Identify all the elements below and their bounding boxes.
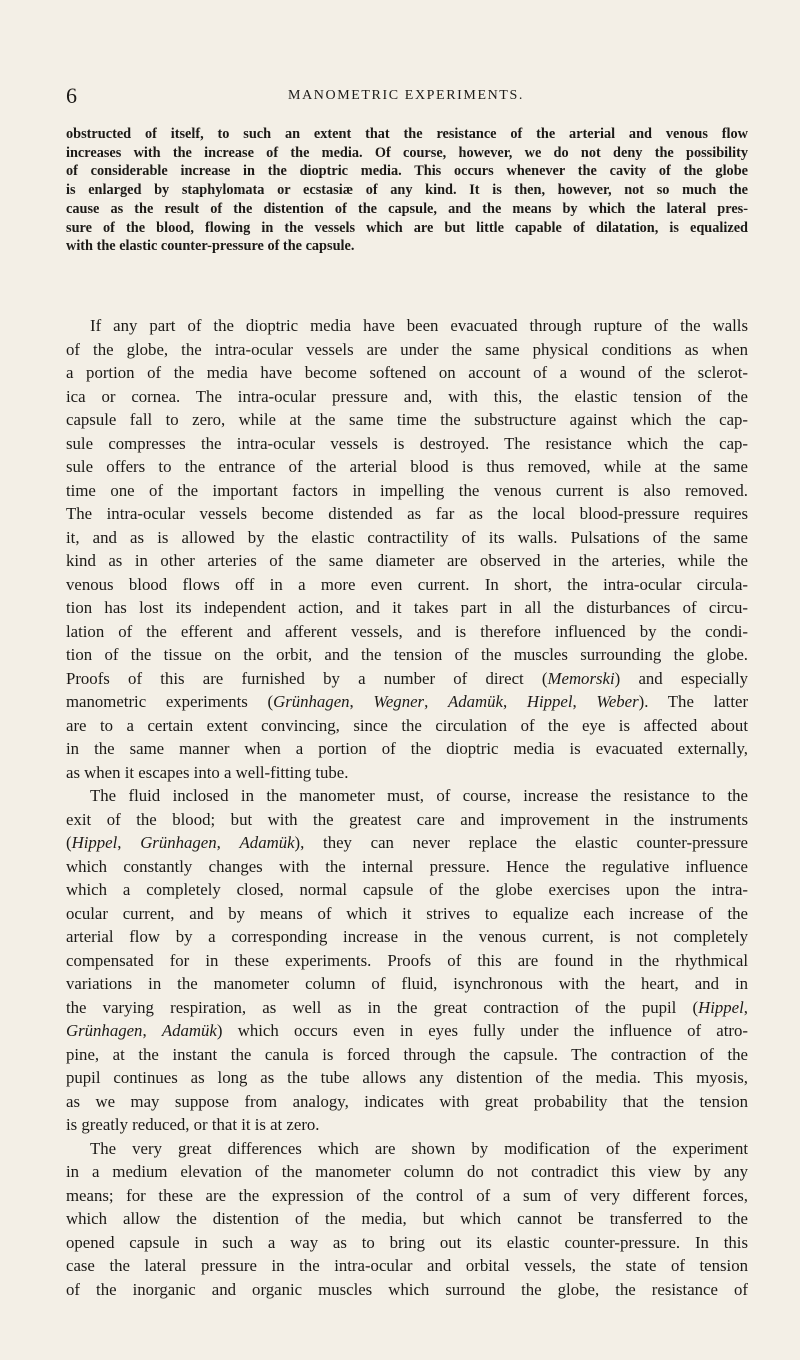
page-header bbox=[66, 84, 746, 108]
body-line: of the globe, the intra-ocular vessels are under the same physical conditions as when bbox=[66, 339, 748, 359]
body-line: in the same manner when a portion of the dioptric media is evacuated externally, bbox=[66, 739, 748, 758]
body-line: pupil continues as long as the tube allows any distention of the media. This myosis, bbox=[66, 1068, 748, 1087]
body-line: a portion of the media have become softened on account of a wound of the sclerot- bbox=[66, 363, 748, 382]
running-head: MANOMETRIC EXPERIMENTS. bbox=[288, 88, 524, 103]
small-print-line: obstructed of itself, to such an extent that the resistance of the arterial and venous flow bbox=[66, 126, 748, 142]
body-paragraph bbox=[66, 1137, 748, 1302]
body-line: sule compresses the intra-ocular vessels is destroyed. The resistance which the cap- bbox=[66, 433, 748, 453]
small-print-paragraph bbox=[66, 125, 748, 256]
body-line: If any part of the dioptric media have been evacuated through rupture of the walls bbox=[90, 316, 748, 335]
body-line: (Hippel, Grünhagen, Adamük), they can never replace the elastic counter-pressure bbox=[66, 833, 749, 852]
body-line: arterial flow by a corresponding increase in the venous current, is not completely bbox=[66, 927, 748, 946]
body-line: ocular current, and by means of which it strives to equalize each increase of the bbox=[66, 903, 748, 923]
body-line: manometric experiments (Grünhagen, Wegner, Adamük, Hippel, Weber). The latter bbox=[66, 692, 749, 711]
body-line: it, and as is allowed by the elastic contractility of its walls. Pulsations of the same bbox=[66, 527, 748, 547]
body-line: venous blood flows off in a more even current. In short, the intra-ocular circula- bbox=[66, 574, 748, 594]
body-paragraph bbox=[66, 784, 748, 1137]
body-line: case the lateral pressure in the intra-ocular and orbital vessels, the state of tension bbox=[66, 1256, 748, 1275]
body-line: exit of the blood; but with the greatest care and improvement in the instruments bbox=[66, 809, 748, 829]
body-line: tion of the tissue on the orbit, and the tension of the muscles surrounding the globe. bbox=[66, 645, 748, 664]
body-line: tion has lost its independent action, and it takes part in all the disturbances of circu- bbox=[66, 598, 748, 617]
small-print-line: cause as the result of the distention of the capsule, and the means by which the lateral pres- bbox=[66, 200, 748, 217]
body-line: is greatly reduced, or that it is at zero. bbox=[66, 1115, 320, 1134]
body-line: The intra-ocular vessels become distended as far as the local blood-pressure requires bbox=[66, 504, 748, 523]
small-print-line: of considerable increase in the dioptric media. This occurs whenever the cavity of the globe bbox=[66, 163, 748, 180]
body-line: of the inorganic and organic muscles which surround the globe, the resistance of bbox=[66, 1279, 748, 1299]
body-line: are to a certain extent convincing, since the circulation of the eye is affected about bbox=[66, 715, 748, 735]
body-line: which a completely closed, normal capsule of the globe exercises upon the intra- bbox=[66, 880, 748, 899]
body-line: lation of the efferent and afferent vessels, and is therefore influenced by the condi- bbox=[66, 621, 748, 641]
page-number: 6 bbox=[66, 83, 77, 108]
body-line: sule offers to the entrance of the arterial blood is thus removed, while at the same bbox=[66, 457, 748, 476]
small-print-line: with the elastic counter-pressure of the capsule. bbox=[66, 238, 355, 255]
body-line: compensated for in these experiments. Proofs of this are found in the rhythmical bbox=[66, 950, 748, 970]
body-line: kind as in other arteries of the same diameter are observed in the arteries, while the bbox=[66, 551, 748, 570]
body-line: time one of the important factors in impelling the venous current is also removed. bbox=[66, 480, 748, 500]
body-line: capsule fall to zero, while at the same time the substructure against which the cap- bbox=[66, 410, 748, 429]
body-line: opened capsule in such a way as to bring out its elastic counter-pressure. In this bbox=[66, 1232, 748, 1252]
body-line: as when it escapes into a well-fitting tube. bbox=[66, 762, 349, 782]
body-line: The very great differences which are shown by modification of the experiment bbox=[90, 1138, 748, 1158]
body-line: means; for these are the expression of the control of a sum of very different forces, bbox=[66, 1185, 748, 1205]
main-body-text bbox=[66, 314, 748, 1301]
small-print-line: sure of the blood, flowing in the vessels which are but little capable of dilatation, is equalized bbox=[66, 219, 748, 236]
body-line: which constantly changes with the internal pressure. Hence the regulative influence bbox=[66, 856, 748, 876]
body-line: the varying respiration, as well as in the great contraction of the pupil (Hippel, bbox=[66, 997, 748, 1017]
body-line: which allow the distention of the media, but which cannot be transferred to the bbox=[66, 1209, 748, 1228]
body-line: Grünhagen, Adamük) which occurs even in eyes fully under the influence of atro- bbox=[66, 1021, 748, 1040]
body-paragraph bbox=[66, 314, 748, 784]
body-line: in a medium elevation of the manometer column do not contradict this view by any bbox=[66, 1162, 748, 1181]
body-line: variations in the manometer column of fluid, isynchronous with the heart, and in bbox=[66, 974, 748, 993]
small-print-line: is enlarged by staphylomata or ecstasiæ of any kind. It is then, however, not so much the bbox=[66, 182, 748, 199]
body-line: The fluid inclosed in the manometer must, of course, increase the resistance to the bbox=[90, 786, 748, 805]
body-line: ica or cornea. The intra-ocular pressure and, with this, the elastic tension of the bbox=[66, 386, 748, 406]
small-print-line: increases with the increase of the media. Of course, however, we do not deny the possibility bbox=[66, 144, 748, 161]
body-line: as we may suppose from analogy, indicates with great probability that the tension bbox=[66, 1091, 748, 1111]
body-line: Proofs of this are furnished by a number of direct (Memorski) and especially bbox=[66, 668, 749, 688]
body-line: pine, at the instant the canula is forced through the capsule. The contraction of the bbox=[66, 1044, 748, 1064]
